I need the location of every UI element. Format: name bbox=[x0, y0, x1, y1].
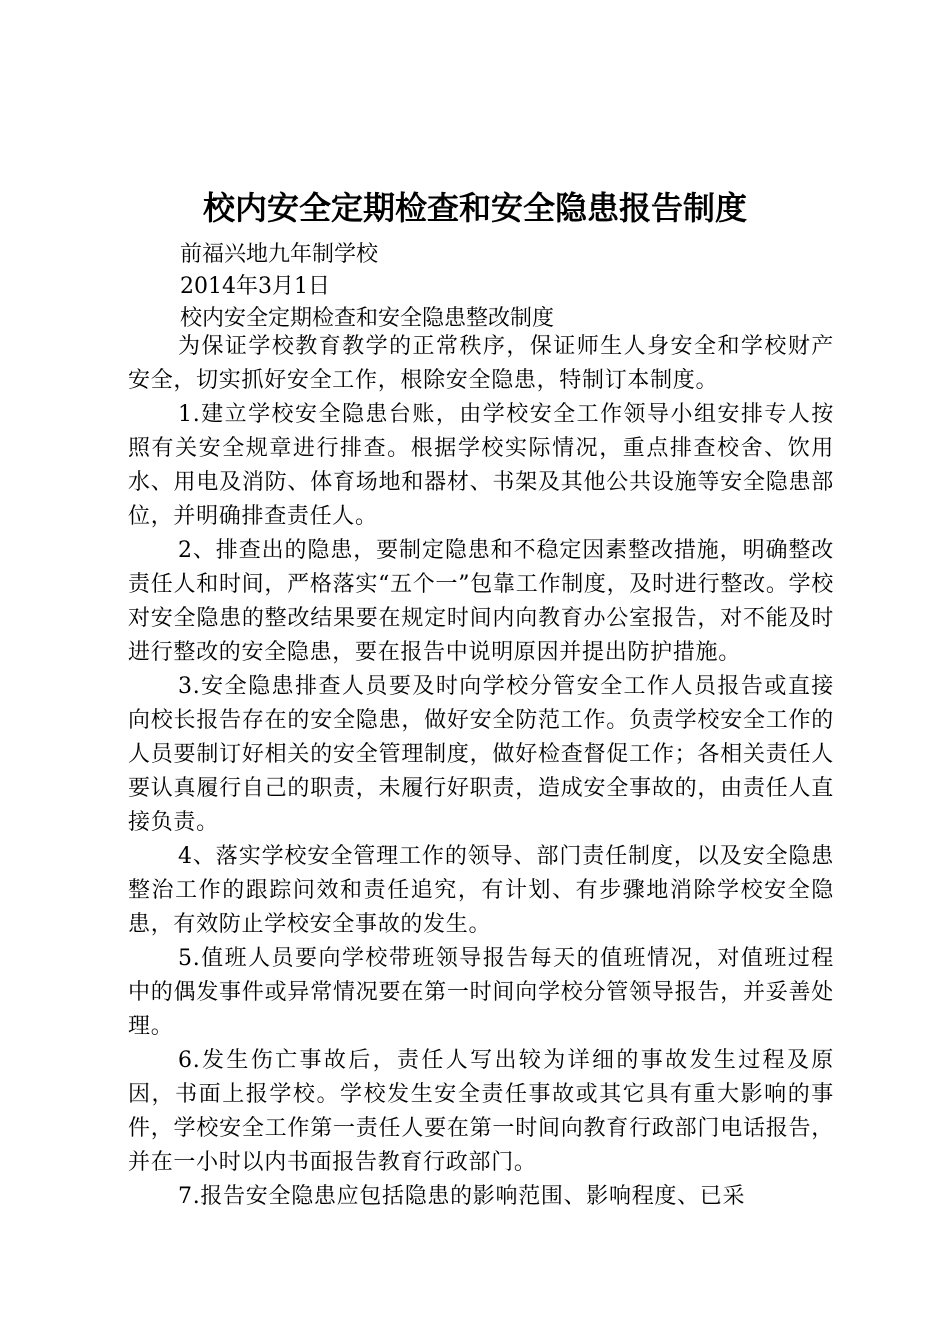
paragraph-item-7: 7.报告安全隐患应包括隐患的影响范围、影响程度、已采 bbox=[178, 1184, 746, 1209]
document-title: 校内安全定期检查和安全隐患报告制度 bbox=[202, 189, 747, 227]
paragraph-item-1: 1.建立学校安全隐患台账，由学校安全工作领导小组安排专人按照有关安全规章进行排查。根据学校实际情况，重点排查校舍、饮用水、用电及消防、体育场地和器材、书架及其他公共设施等安全隐患部位，并明确排查责任人。 bbox=[128, 402, 834, 529]
paragraph-intro: 为保证学校教育教学的正常秩序，保证师生人身安全和学校财产安全，切实抓好安全工作，根除安全隐患，特制订本制度。 bbox=[128, 334, 834, 393]
paragraph-item-6: 6.发生伤亡事故后，责任人写出较为详细的事故发生过程及原因，书面上报学校。学校发生安全责任事故或其它具有重大影响的事件，学校安全工作第一责任人要在第一时间向教育行政部门电话报告，并在一小时以内书面报告教育行政部门。 bbox=[128, 1048, 834, 1175]
school-name: 前福兴地九年制学校 bbox=[180, 242, 379, 267]
document-subtitle: 校内安全定期检查和安全隐患整改制度 bbox=[180, 306, 555, 331]
document-date: 2014年3月1日 bbox=[180, 274, 330, 299]
document-body bbox=[128, 330, 834, 1214]
paragraph-item-4: 4、落实学校安全管理工作的领导、部门责任制度，以及安全隐患整治工作的跟踪问效和责任追究，有计划、有步骤地消除学校安全隐患，有效防止学校安全事故的发生。 bbox=[128, 844, 834, 937]
paragraph-item-2: 2、排查出的隐患，要制定隐患和不稳定因素整改措施，明确整改责任人和时间，严格落实“五个一”包靠工作制度，及时进行整改。学校对安全隐患的整改结果要在规定时间内向教育办公室报告，对不能及时进行整改的安全隐患，要在报告中说明原因并提出防护措施。 bbox=[128, 538, 834, 665]
paragraph-item-3: 3.安全隐患排查人员要及时向学校分管安全工作人员报告或直接向校长报告存在的安全隐患，做好安全防范工作。负责学校安全工作的人员要制订好相关的安全管理制度，做好检查督促工作；各相关责任人要认真履行自己的职责，未履行好职责，造成安全事故的，由责任人直接负责。 bbox=[128, 674, 834, 835]
paragraph-item-5: 5.值班人员要向学校带班领导报告每天的值班情况，对值班过程中的偶发事件或异常情况要在第一时间向学校分管领导报告，并妥善处理。 bbox=[128, 946, 834, 1039]
